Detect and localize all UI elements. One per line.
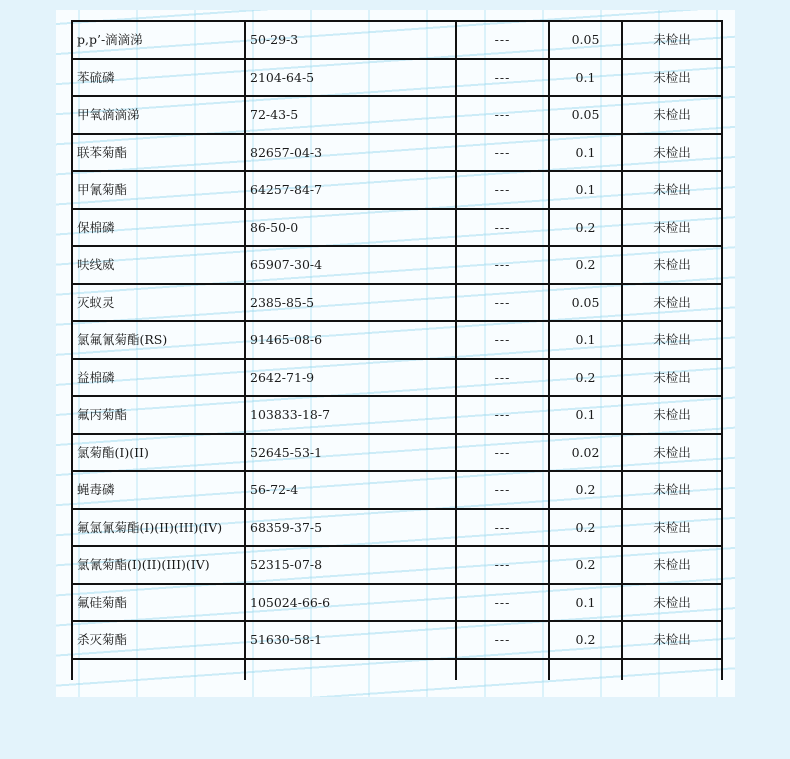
method-value: --- — [456, 209, 549, 247]
detection-limit: 0.2 — [549, 621, 622, 659]
test-result: 未检出 — [622, 21, 722, 59]
cas-number: 50-29-3 — [245, 21, 456, 59]
substance-name: 灭蚁灵 — [72, 284, 245, 322]
table-row — [72, 209, 722, 247]
table-row — [72, 434, 722, 472]
method-value: --- — [456, 246, 549, 284]
detection-limit: 0.1 — [549, 321, 622, 359]
table-row — [72, 471, 722, 509]
substance-name: p,p’-滴滴涕 — [72, 21, 245, 59]
detection-limit: 0.2 — [549, 546, 622, 584]
table-row — [72, 59, 722, 97]
table-row — [72, 171, 722, 209]
method-value: --- — [456, 621, 549, 659]
test-result: 未检出 — [622, 471, 722, 509]
cas-number: 103833-18-7 — [245, 396, 456, 434]
cas-number: 51630-58-1 — [245, 621, 456, 659]
detection-limit: 0.2 — [549, 509, 622, 547]
table-row-partial — [72, 659, 722, 680]
table-row — [72, 359, 722, 397]
table-row — [72, 621, 722, 659]
empty-cell — [72, 659, 245, 680]
detection-limit: 0.05 — [549, 284, 622, 322]
cas-number: 56-72-4 — [245, 471, 456, 509]
table-row — [72, 321, 722, 359]
empty-cell — [622, 659, 722, 680]
detection-limit: 0.05 — [549, 21, 622, 59]
method-value: --- — [456, 171, 549, 209]
cas-number: 91465-08-6 — [245, 321, 456, 359]
test-result: 未检出 — [622, 359, 722, 397]
pesticide-results-table — [71, 20, 723, 680]
substance-name: 氯氟氰菊酯(RS) — [72, 321, 245, 359]
test-result: 未检出 — [622, 621, 722, 659]
method-value: --- — [456, 546, 549, 584]
method-value: --- — [456, 396, 549, 434]
empty-cell — [456, 659, 549, 680]
method-value: --- — [456, 96, 549, 134]
detection-limit: 0.2 — [549, 209, 622, 247]
test-result: 未检出 — [622, 546, 722, 584]
substance-name: 甲氧滴滴涕 — [72, 96, 245, 134]
test-result: 未检出 — [622, 134, 722, 172]
test-result: 未检出 — [622, 434, 722, 472]
substance-name: 保棉磷 — [72, 209, 245, 247]
detection-limit: 0.05 — [549, 96, 622, 134]
method-value: --- — [456, 584, 549, 622]
substance-name: 氟氯氰菊酯(I)(II)(III)(IV) — [72, 509, 245, 547]
test-result: 未检出 — [622, 321, 722, 359]
method-value: --- — [456, 434, 549, 472]
substance-name: 苯硫磷 — [72, 59, 245, 97]
cas-number: 52315-07-8 — [245, 546, 456, 584]
detection-limit: 0.2 — [549, 471, 622, 509]
method-value: --- — [456, 59, 549, 97]
test-result: 未检出 — [622, 59, 722, 97]
method-value: --- — [456, 359, 549, 397]
test-result: 未检出 — [622, 396, 722, 434]
table-row — [72, 584, 722, 622]
cas-number: 105024-66-6 — [245, 584, 456, 622]
table-row — [72, 546, 722, 584]
table-row — [72, 134, 722, 172]
cas-number: 2385-85-5 — [245, 284, 456, 322]
method-value: --- — [456, 321, 549, 359]
cas-number: 64257-84-7 — [245, 171, 456, 209]
cas-number: 82657-04-3 — [245, 134, 456, 172]
detection-limit: 0.2 — [549, 359, 622, 397]
method-value: --- — [456, 509, 549, 547]
table-row — [72, 96, 722, 134]
test-result: 未检出 — [622, 96, 722, 134]
document-sheet — [56, 10, 735, 697]
cas-number: 2642-71-9 — [245, 359, 456, 397]
cas-number: 72-43-5 — [245, 96, 456, 134]
substance-name: 益棉磷 — [72, 359, 245, 397]
empty-cell — [245, 659, 456, 680]
substance-name: 蝇毒磷 — [72, 471, 245, 509]
substance-name: 联苯菊酯 — [72, 134, 245, 172]
cas-number: 52645-53-1 — [245, 434, 456, 472]
method-value: --- — [456, 471, 549, 509]
substance-name: 甲氰菊酯 — [72, 171, 245, 209]
substance-name: 呋线威 — [72, 246, 245, 284]
test-result: 未检出 — [622, 171, 722, 209]
test-result: 未检出 — [622, 584, 722, 622]
substance-name: 杀灭菊酯 — [72, 621, 245, 659]
table-row — [72, 509, 722, 547]
substance-name: 氯菊酯(I)(II) — [72, 434, 245, 472]
empty-cell — [549, 659, 622, 680]
table-row — [72, 246, 722, 284]
method-value: --- — [456, 134, 549, 172]
method-value: --- — [456, 284, 549, 322]
table-row — [72, 396, 722, 434]
cas-number: 65907-30-4 — [245, 246, 456, 284]
method-value: --- — [456, 21, 549, 59]
detection-limit: 0.1 — [549, 396, 622, 434]
cas-number: 2104-64-5 — [245, 59, 456, 97]
substance-name: 氯氰菊酯(I)(II)(III)(IV) — [72, 546, 245, 584]
detection-limit: 0.02 — [549, 434, 622, 472]
test-result: 未检出 — [622, 209, 722, 247]
cas-number: 86-50-0 — [245, 209, 456, 247]
substance-name: 氟丙菊酯 — [72, 396, 245, 434]
test-result: 未检出 — [622, 509, 722, 547]
detection-limit: 0.2 — [549, 246, 622, 284]
table-row — [72, 284, 722, 322]
test-result: 未检出 — [622, 246, 722, 284]
substance-name: 氟硅菊酯 — [72, 584, 245, 622]
table-row — [72, 21, 722, 59]
cas-number: 68359-37-5 — [245, 509, 456, 547]
detection-limit: 0.1 — [549, 584, 622, 622]
detection-limit: 0.1 — [549, 59, 622, 97]
detection-limit: 0.1 — [549, 171, 622, 209]
detection-limit: 0.1 — [549, 134, 622, 172]
test-result: 未检出 — [622, 284, 722, 322]
